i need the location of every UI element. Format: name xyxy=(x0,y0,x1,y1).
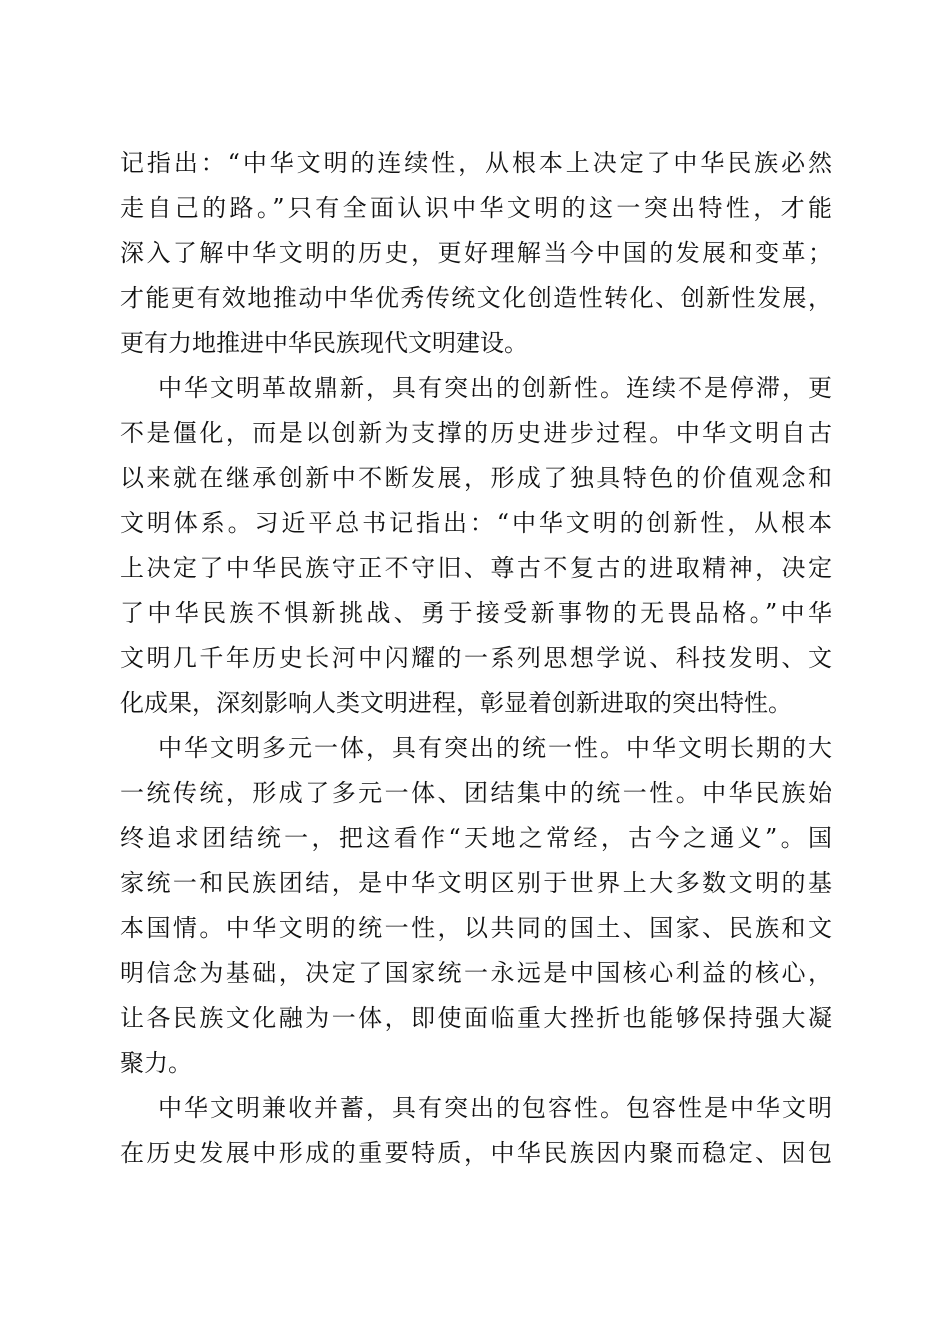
text-line: 走自己的路。”只有全面认识中华文明的这一突出特性，才能 xyxy=(120,194,832,222)
text-line: 才能更有效地推动中华优秀传统文化创造性转化、创新性发展， xyxy=(120,284,832,312)
text-line: 一统传统，形成了多元一体、团结集中的统一性。中华民族始 xyxy=(120,779,832,807)
text-line: 本国情。中华文明的统一性，以共同的国土、国家、民族和文 xyxy=(120,914,832,942)
text-line: 化成果，深刻影响人类文明进程，彰显着创新进取的突出特性。 xyxy=(120,689,792,717)
text-line: 让各民族文化融为一体，即使面临重大挫折也能够保持强大凝 xyxy=(120,1004,832,1032)
text-line: 家统一和民族团结，是中华文明区别于世界上大多数文明的基 xyxy=(120,869,832,897)
text-line: 更有力地推进中华民族现代文明建设。 xyxy=(120,329,528,357)
paragraph-inclusiveness xyxy=(120,1086,832,1176)
text-line: 文明几千年历史长河中闪耀的一系列思想学说、科技发明、文 xyxy=(120,644,832,672)
document-body xyxy=(120,141,832,1176)
text-line: 上决定了中华民族守正不守旧、尊古不复古的进取精神，决定 xyxy=(120,554,832,582)
text-line: 文明体系。习近平总书记指出：“中华文明的创新性，从根本 xyxy=(120,509,832,537)
text-line: 明信念为基础，决定了国家统一永远是中国核心利益的核心， xyxy=(120,959,832,987)
text-line: 终追求团结统一，把这看作“天地之常经，古今之通义”。国 xyxy=(120,824,832,852)
text-line: 中华文明兼收并蓄，具有突出的包容性。包容性是中华文明 xyxy=(158,1094,832,1122)
text-line: 深入了解中华文明的历史，更好理解当今中国的发展和变革； xyxy=(120,239,832,267)
text-line: 聚力。 xyxy=(120,1049,192,1077)
text-line: 中华文明多元一体，具有突出的统一性。中华文明长期的大 xyxy=(158,734,832,762)
text-line: 中华文明革故鼎新，具有突出的创新性。连续不是停滞，更 xyxy=(158,374,832,402)
text-line: 记指出：“中华文明的连续性，从根本上决定了中华民族必然 xyxy=(120,149,832,177)
paragraph-unity xyxy=(120,726,832,1086)
text-line: 以来就在继承创新中不断发展，形成了独具特色的价值观念和 xyxy=(120,464,832,492)
text-line: 在历史发展中形成的重要特质，中华民族因内聚而稳定、因包 xyxy=(120,1139,832,1167)
text-line: 了中华民族不惧新挑战、勇于接受新事物的无畏品格。”中华 xyxy=(120,599,832,627)
paragraph-innovation xyxy=(120,366,832,726)
text-line: 不是僵化，而是以创新为支撑的历史进步过程。中华文明自古 xyxy=(120,419,832,447)
paragraph-continuity-conclusion xyxy=(120,141,832,366)
